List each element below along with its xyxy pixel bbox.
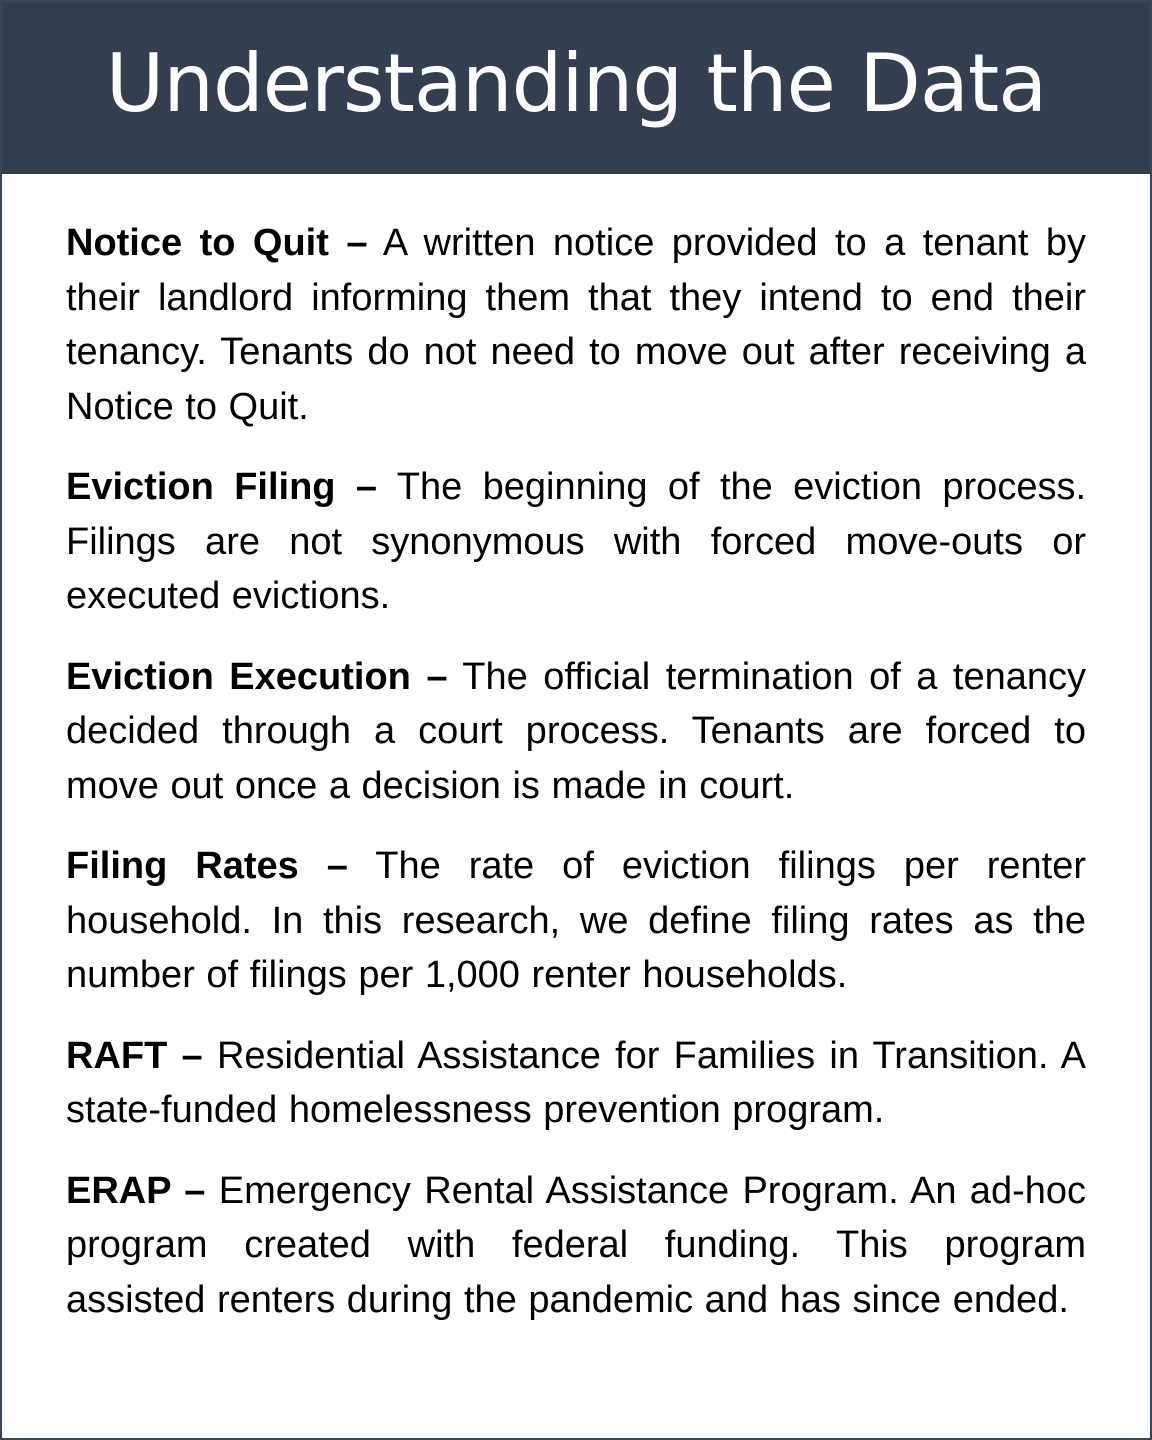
term-eviction-execution (66, 650, 1086, 814)
term-raft (66, 1029, 1086, 1138)
term-name: ERAP – (66, 1169, 206, 1212)
term-notice-to-quit (66, 216, 1086, 434)
term-definition: Residential Assistance for Families in Transition. A state-funded homelessness prevention program. (66, 1034, 1086, 1131)
page-title: Understanding the Data (105, 37, 1047, 130)
term-definition: Emergency Rental Assistance Program. An ad-hoc program created with federal funding. This program assisted renters during the pandemic and has since ended. (66, 1169, 1086, 1321)
term-definition: The rate of eviction filings per renter household. In this research, we define filing rates as the number of filings per 1,000 renter households. (66, 845, 1086, 996)
term-name: RAFT – (66, 1034, 203, 1077)
term-erap (66, 1164, 1086, 1328)
term-name: Eviction Filing – (66, 466, 378, 508)
term-eviction-filing (66, 460, 1086, 624)
definitions-list (66, 216, 1086, 1353)
term-name: Filing Rates – (66, 845, 348, 887)
term-definition: The beginning of the eviction process. Filings are not synonymous with forced move-outs or executed evictions. (66, 466, 1087, 617)
term-filing-rates (66, 839, 1086, 1003)
term-definition: A written notice provided to a tenant by their landlord informing them that they intend to end their tenancy. Tenants do not need to move out after receiving a Notice to Quit. (66, 222, 1086, 428)
header-banner (2, 2, 1150, 174)
term-name: Eviction Execution – (66, 655, 448, 698)
term-definition: The official termination of a tenancy decided through a court process. Tenants are forced to move out once a decision is made in court. (66, 655, 1087, 807)
term-name: Notice to Quit – (66, 222, 368, 264)
